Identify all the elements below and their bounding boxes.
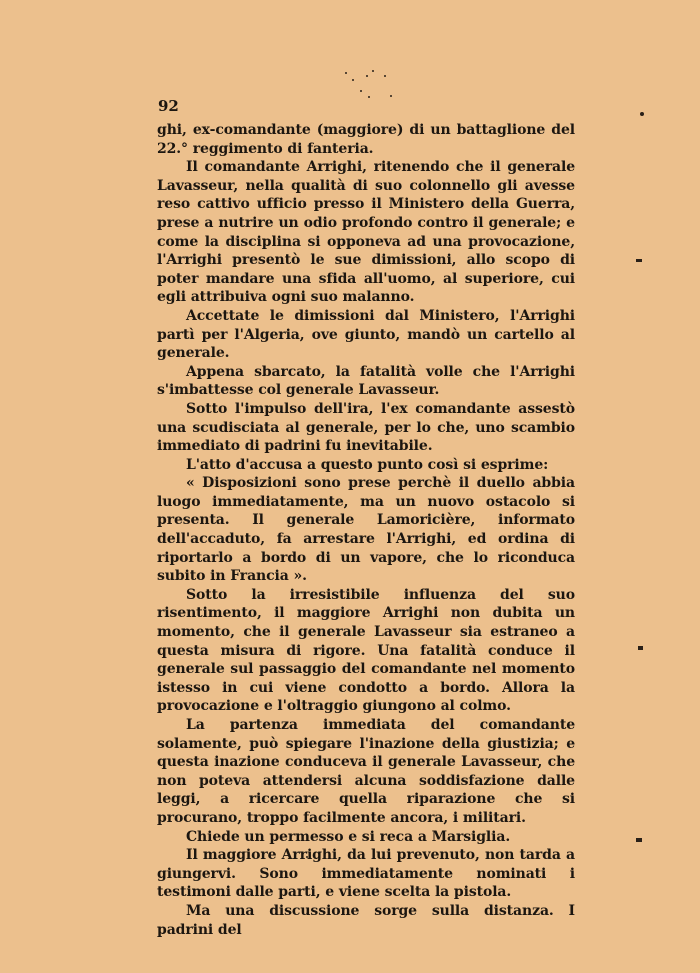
ink-speck — [372, 70, 374, 72]
ink-speck — [345, 72, 347, 74]
paragraph: Chiede un permesso e si reca a Marsiglia. — [186, 828, 511, 845]
body-text — [157, 121, 575, 939]
paragraph: L'atto d'accusa a questo punto così si esprime: — [186, 456, 549, 473]
margin-mark — [636, 259, 642, 262]
paragraph: « Disposizioni sono prese perchè il duello abbia luogo immediatamente, ma un nuovo ostacolo si presenta. Il generale Lamoricière, informato dell'accaduto, fa arrestare l'Arrighi, ed ordina di riportarlo a bordo di un vapore, che lo riconduca subito in Francia ». — [157, 475, 575, 585]
ink-speck — [352, 79, 354, 81]
ink-speck — [384, 75, 386, 77]
paragraph: Ma una discussione sorge sulla distanza. I padrini del — [157, 902, 575, 938]
ink-speck — [366, 75, 368, 77]
margin-mark — [638, 646, 643, 650]
ink-speck — [368, 96, 370, 98]
paragraph: Sotto la irresistibile influenza del suo risentimento, il maggiore Arrighi non dubita un momento, che il generale Lavasseur sia estraneo a questa misura di rigore. Una fatalità conduce il generale sul passaggio del comandante nel momento istesso in cui viene condotto a bordo. Allora la provocazione e l'oltraggio giungono al colmo. — [157, 586, 575, 715]
paragraph: Il comandante Arrighi, ritenendo che il generale Lavasseur, nella qualità di suo colonnello gli avesse reso cattivo ufficio presso il Ministero della Guerra, prese a nutrire un odio profondo contro il generale; e come la disciplina si opponeva ad una provocazione, l'Arrighi presentò le sue dimissioni, allo scopo di poter mandare una sfida all'uomo, al superiore, cui egli attribuiva ogni suo malanno. — [157, 159, 575, 306]
margin-mark — [636, 838, 642, 842]
paragraph: Sotto l'impulso dell'ira, l'ex comandante assestò una scudisciata al generale, per lo che, uno scambio immediato di padrini fu inevitabile. — [157, 400, 575, 455]
paragraph: La partenza immediata del comandante solamente, può spiegare l'inazione della giustizia; e questa inazione conduceva il generale Lavasseur, che non poteva attendersi alcuna soddisfazione dalle leggi, a ricercare quella riparazione che si procurano, troppo facilmente ancora, i militari. — [157, 717, 575, 826]
ink-speck — [360, 90, 362, 92]
ink-speck — [390, 95, 392, 97]
paragraph: Appena sbarcato, la fatalità volle che l'Arrighi s'imbattesse col generale Lavasseur. — [157, 363, 575, 399]
paragraph: ghi, ex-comandante (maggiore) di un battaglione del 22.° reggimento di fanteria. — [157, 122, 575, 157]
ink-speck — [640, 112, 644, 116]
page-number: 92 — [158, 97, 179, 115]
paragraph: Il maggiore Arrighi, da lui prevenuto, non tarda a giungervi. Sono immediatamente nominati i testimoni dalle parti, e viene scelta la pistola. — [157, 847, 575, 901]
paragraph: Accettate le dimissioni dal Ministero, l'Arrighi partì per l'Algeria, ove giunto, mandò un cartello al generale. — [157, 307, 575, 362]
